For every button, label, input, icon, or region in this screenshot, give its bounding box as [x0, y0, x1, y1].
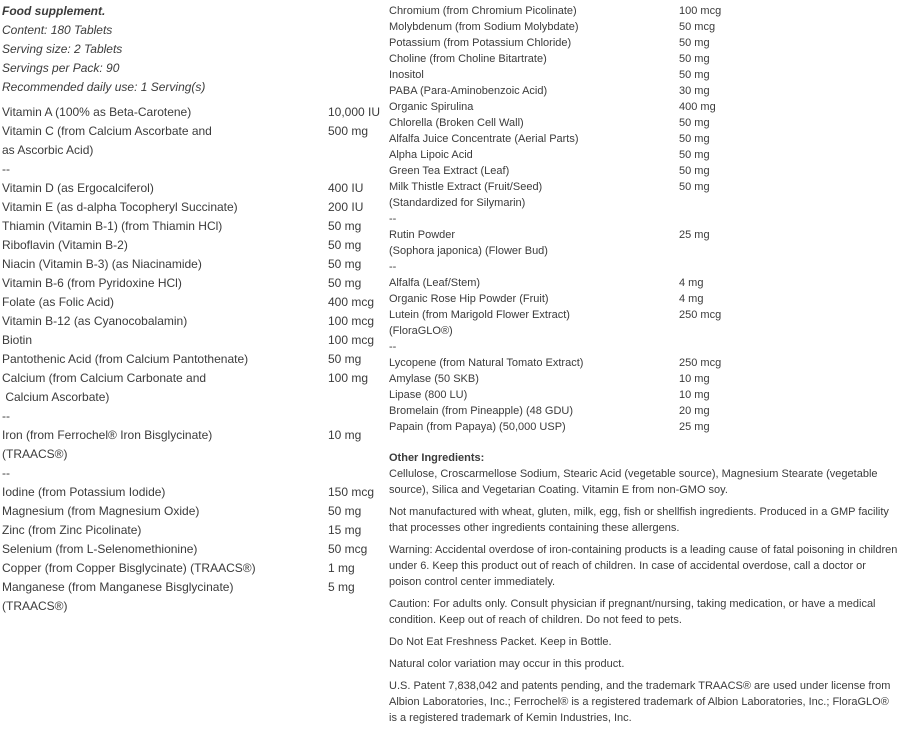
daily-use-line: Recommended daily use: 1 Serving(s): [2, 80, 206, 94]
ingredient-row: [2, 559, 386, 578]
ingredient-name: [2, 198, 328, 217]
ingredient-name-line: Vitamin B-12 (as Cyanocobalamin): [2, 314, 188, 328]
ingredient-name-line: --: [389, 341, 397, 353]
ingredient-name: [389, 163, 679, 179]
ingredient-amount: 50 mg: [328, 219, 362, 233]
ingredient-name: [389, 51, 679, 67]
label-header: [2, 2, 386, 97]
serving-size-line: Serving size: 2 Tablets: [2, 42, 123, 56]
ingredient-row: [2, 179, 386, 198]
ingredient-row: [389, 131, 898, 147]
ingredient-name: [2, 578, 328, 616]
ingredient-name: [2, 160, 328, 179]
ingredient-name: [2, 369, 328, 407]
ingredient-amount: 20 mg: [679, 405, 710, 417]
ingredient-amount: 50 mg: [679, 181, 710, 193]
ingredient-row: [389, 67, 898, 83]
ingredient-name: [2, 179, 328, 198]
ingredient-name-line: Vitamin A (100% as Beta-Carotene): [2, 105, 192, 119]
info-paragraphs: [389, 450, 898, 726]
ingredient-row: [2, 521, 386, 540]
ingredient-name: [389, 83, 679, 99]
ingredient-row: [389, 275, 898, 291]
ingredient-name-line: Zinc (from Zinc Picolinate): [2, 523, 142, 537]
ingredient-amount: 400 mg: [679, 101, 716, 113]
ingredient-name-line: Organic Rose Hip Powder (Fruit): [389, 293, 549, 305]
ingredient-name: [389, 19, 679, 35]
ingredient-row: [2, 331, 386, 350]
ingredient-row: [389, 35, 898, 51]
ingredient-name: [2, 274, 328, 293]
ingredient-name-line: --: [389, 213, 397, 225]
ingredient-amount: 50 mcg: [679, 21, 716, 33]
paragraph-text: Do Not Eat Freshness Packet. Keep in Bottle.: [389, 636, 612, 648]
ingredient-name: [389, 99, 679, 115]
right-column: [389, 3, 898, 732]
ingredient-row: [389, 355, 898, 371]
ingredient-row: [389, 83, 898, 99]
ingredient-amount: 50 mg: [328, 352, 362, 366]
ingredient-name-line: Lipase (800 LU): [389, 389, 468, 401]
ingredient-name: [389, 307, 679, 339]
ingredient-name-line: Green Tea Extract (Leaf): [389, 165, 510, 177]
ingredient-name-line: Chlorella (Broken Cell Wall): [389, 117, 524, 129]
ingredient-name-line: Inositol: [389, 69, 424, 81]
ingredient-name-line: Amylase (50 SKB): [389, 373, 479, 385]
ingredient-name-line: --: [2, 409, 10, 423]
ingredient-name-line: Alpha Lipoic Acid: [389, 149, 473, 161]
ingredient-name-line: Organic Spirulina: [389, 101, 474, 113]
ingredient-name-line: Calcium Ascorbate): [2, 390, 110, 404]
ingredient-row: [389, 179, 898, 211]
ingredient-row: [2, 502, 386, 521]
ingredient-name-line: Magnesium (from Magnesium Oxide): [2, 504, 200, 518]
ingredient-name: [2, 312, 328, 331]
ingredient-name: [2, 122, 328, 160]
ingredient-row: [389, 99, 898, 115]
ingredient-row: [2, 426, 386, 464]
ingredient-row: [2, 217, 386, 236]
ingredient-row: [2, 540, 386, 559]
ingredient-row: [2, 312, 386, 331]
ingredient-name-line: Pantothenic Acid (from Calcium Pantothenate): [2, 352, 249, 366]
ingredient-name: [2, 331, 328, 350]
ingredient-name-line: Manganese (from Manganese Bisglycinate): [2, 580, 234, 594]
ingredient-name-line: Rutin Powder: [389, 229, 456, 241]
ingredient-name: [389, 339, 679, 355]
ingredient-row: [389, 51, 898, 67]
ingredient-row: [2, 198, 386, 217]
ingredient-row: [389, 419, 898, 435]
ingredient-name: [389, 291, 679, 307]
ingredient-name-line: Lycopene (from Natural Tomato Extract): [389, 357, 584, 369]
ingredient-amount: 50 mg: [679, 37, 710, 49]
patent-trademark-note: [389, 678, 898, 726]
other-ingredients-paragraph: [389, 450, 898, 498]
ingredient-name: [2, 407, 328, 426]
paragraph-text: Caution: For adults only. Consult physician if pregnant/nursing, taking medication, or have a medical condition. Keep out of reach of children. Do not feed to pets.: [389, 598, 876, 626]
ingredient-name: [2, 521, 328, 540]
ingredient-name-line: Bromelain (from Pineapple) (48 GDU): [389, 405, 574, 417]
ingredient-row: [389, 163, 898, 179]
product-type-line: Food supplement.: [2, 4, 106, 18]
servings-per-pack-line: Servings per Pack: 90: [2, 61, 120, 75]
ingredient-amount: 50 mg: [679, 149, 710, 161]
paragraph-text: Natural color variation may occur in this product.: [389, 658, 625, 670]
ingredient-row: [2, 350, 386, 369]
ingredient-row: [389, 19, 898, 35]
ingredient-name-line: Iron (from Ferrochel® Iron Bisglycinate): [2, 428, 213, 442]
ingredient-amount: 50 mg: [679, 165, 710, 177]
ingredient-amount: 4 mg: [679, 277, 704, 289]
ingredient-amount: 50 mg: [328, 238, 362, 252]
ingredient-amount: 250 mcg: [679, 357, 722, 369]
ingredient-name: [389, 179, 679, 211]
ingredient-name-line: Vitamin D (as Ergocalciferol): [2, 181, 154, 195]
ingredient-amount: 1 mg: [328, 561, 355, 575]
ingredient-row: [389, 147, 898, 163]
paragraph-heading: Other Ingredients:: [389, 452, 485, 464]
ingredient-row: [2, 274, 386, 293]
left-column: [2, 2, 386, 616]
ingredient-row: [389, 115, 898, 131]
paragraph-text: Warning: Accidental overdose of iron-containing products is a leading cause of fatal poisoning in children under 6. Keep this product out of reach of children. In case of accidental overdose, call a doctor or poison control center immediately.: [389, 544, 898, 588]
ingredient-row: [2, 103, 386, 122]
ingredient-name-line: Chromium (from Chromium Picolinate): [389, 5, 577, 17]
ingredient-amount: 50 mg: [328, 276, 362, 290]
ingredient-name-line: Choline (from Choline Bitartrate): [389, 53, 547, 65]
ingredient-name: [2, 540, 328, 559]
ingredient-name-line: (Standardized for Silymarin): [389, 197, 526, 209]
ingredient-amount: 100 mcg: [328, 314, 375, 328]
ingredient-amount: 400 mcg: [328, 295, 375, 309]
caution-paragraph: [389, 596, 898, 628]
ingredient-name: [389, 147, 679, 163]
ingredient-row: [389, 307, 898, 339]
ingredient-amount: 50 mg: [679, 133, 710, 145]
ingredient-name: [389, 227, 679, 259]
ingredient-row: [2, 236, 386, 255]
ingredient-name: [389, 403, 679, 419]
ingredient-row: [389, 227, 898, 259]
separator-row: [389, 211, 898, 227]
ingredient-name: [389, 387, 679, 403]
ingredient-name-line: --: [2, 162, 10, 176]
ingredient-name-line: Vitamin E (as d-alpha Tocopheryl Succinate): [2, 200, 238, 214]
ingredient-name-line: Alfalfa Juice Concentrate (Aerial Parts): [389, 133, 579, 145]
ingredient-name-line: Copper (from Copper Bisglycinate) (TRAACS®): [2, 561, 256, 575]
ingredient-amount: 200 IU: [328, 200, 364, 214]
content-line: Content: 180 Tablets: [2, 23, 113, 37]
ingredient-table-right: [389, 3, 898, 435]
ingredient-name-line: PABA (Para-Aminobenzoic Acid): [389, 85, 548, 97]
allergen-paragraph: [389, 504, 898, 536]
ingredient-amount: 5 mg: [328, 580, 355, 594]
ingredient-row: [2, 255, 386, 274]
ingredient-name: [389, 355, 679, 371]
ingredient-name-line: Calcium (from Calcium Carbonate and: [2, 371, 207, 385]
ingredient-name-line: --: [2, 466, 10, 480]
ingredient-amount: 50 mg: [679, 69, 710, 81]
ingredient-name: [389, 35, 679, 51]
ingredient-name-line: Biotin: [2, 333, 33, 347]
ingredient-name-line: Potassium (from Potassium Chloride): [389, 37, 572, 49]
ingredient-name: [389, 211, 679, 227]
ingredient-name: [389, 419, 679, 435]
ingredient-name-line: Milk Thistle Extract (Fruit/Seed): [389, 181, 543, 193]
ingredient-amount: 50 mg: [328, 257, 362, 271]
ingredient-row: [2, 369, 386, 407]
ingredient-amount: 10 mg: [679, 389, 710, 401]
ingredient-row: [2, 122, 386, 160]
ingredient-name-line: Folate (as Folic Acid): [2, 295, 115, 309]
ingredient-row: [389, 403, 898, 419]
ingredient-name: [389, 67, 679, 83]
ingredient-amount: 400 IU: [328, 181, 364, 195]
ingredient-row: [389, 291, 898, 307]
ingredient-amount: 50 mg: [328, 504, 362, 518]
ingredient-name: [2, 426, 328, 464]
ingredient-row: [2, 293, 386, 312]
ingredient-row: [2, 483, 386, 502]
ingredient-amount: 10 mg: [679, 373, 710, 385]
ingredient-amount: 500 mg: [328, 124, 369, 138]
ingredient-name: [2, 350, 328, 369]
ingredient-name: [2, 293, 328, 312]
ingredient-name-line: Papain (from Papaya) (50,000 USP): [389, 421, 566, 433]
color-variation-note: [389, 656, 898, 672]
ingredient-name-line: Thiamin (Vitamin B-1) (from Thiamin HCl): [2, 219, 223, 233]
paragraph-text: Cellulose, Croscarmellose Sodium, Stearic Acid (vegetable source), Magnesium Stearate (vegetable source), Silica and Vegetarian Coating. Vitamin E from non-GMO soy.: [389, 468, 878, 496]
ingredient-amount: 15 mg: [328, 523, 362, 537]
ingredient-amount: 25 mg: [679, 229, 710, 241]
ingredient-row: [389, 371, 898, 387]
ingredient-amount: 30 mg: [679, 85, 710, 97]
ingredient-name-line: as Ascorbic Acid): [2, 143, 94, 157]
ingredient-name-line: (Sophora japonica) (Flower Bud): [389, 245, 548, 257]
paragraph-text: U.S. Patent 7,838,042 and patents pending, and the trademark TRAACS® are used under license from Albion Laboratories, Inc.; Ferrochel® is a registered trademark of Albion Laboratories, Inc.; FloraGLO® is a registered trademark of Kemin Industries, Inc.: [389, 680, 891, 724]
ingredient-name-line: Riboflavin (Vitamin B-2): [2, 238, 128, 252]
ingredient-name: [389, 259, 679, 275]
ingredient-name: [2, 236, 328, 255]
ingredient-name: [389, 275, 679, 291]
separator-row: [389, 259, 898, 275]
ingredient-name-line: Vitamin B-6 (from Pyridoxine HCl): [2, 276, 182, 290]
ingredient-amount: 50 mg: [679, 53, 710, 65]
paragraph-text: Not manufactured with wheat, gluten, milk, egg, fish or shellfish ingredients. Produced in a GMP facility that processes other ingredients containing these allergens.: [389, 506, 889, 534]
ingredient-name-line: Iodine (from Potassium Iodide): [2, 485, 166, 499]
ingredient-name: [2, 559, 328, 578]
ingredient-name-line: (TRAACS®): [2, 447, 68, 461]
ingredient-amount: 100 mcg: [328, 333, 375, 347]
ingredient-name-line: Selenium (from L-Selenomethionine): [2, 542, 198, 556]
ingredient-amount: 50 mcg: [328, 542, 368, 556]
ingredient-name-line: Niacin (Vitamin B-3) (as Niacinamide): [2, 257, 202, 271]
ingredient-amount: 50 mg: [679, 117, 710, 129]
separator-row: [2, 464, 386, 483]
ingredient-name-line: (TRAACS®): [2, 599, 68, 613]
warning-paragraph: [389, 542, 898, 590]
ingredient-name-line: Lutein (from Marigold Flower Extract): [389, 309, 570, 321]
ingredient-amount: 150 mcg: [328, 485, 375, 499]
ingredient-row: [389, 387, 898, 403]
ingredient-name-line: (FloraGLO®): [389, 325, 453, 337]
ingredient-table-left: [2, 103, 386, 616]
ingredient-name: [389, 115, 679, 131]
freshness-packet-note: [389, 634, 898, 650]
ingredient-name: [389, 131, 679, 147]
ingredient-name-line: Vitamin C (from Calcium Ascorbate and: [2, 124, 212, 138]
ingredient-name: [2, 103, 328, 122]
ingredient-name-line: Alfalfa (Leaf/Stem): [389, 277, 481, 289]
ingredient-row: [389, 3, 898, 19]
ingredient-amount: 10 mg: [328, 428, 362, 442]
ingredient-row: [2, 578, 386, 616]
ingredient-name: [2, 464, 328, 483]
ingredient-amount: 100 mcg: [679, 5, 722, 17]
ingredient-amount: 100 mg: [328, 371, 369, 385]
ingredient-name: [2, 502, 328, 521]
separator-row: [2, 160, 386, 179]
ingredient-amount: 4 mg: [679, 293, 704, 305]
ingredient-name: [389, 371, 679, 387]
ingredient-name: [2, 483, 328, 502]
ingredient-name-line: Molybdenum (from Sodium Molybdate): [389, 21, 579, 33]
ingredient-name: [389, 3, 679, 19]
ingredient-name-line: --: [389, 261, 397, 273]
ingredient-name: [2, 255, 328, 274]
separator-row: [2, 407, 386, 426]
ingredient-amount: 25 mg: [679, 421, 710, 433]
separator-row: [389, 339, 898, 355]
ingredient-amount: 10,000 IU: [328, 105, 381, 119]
ingredient-amount: 250 mcg: [679, 309, 722, 321]
ingredient-name: [2, 217, 328, 236]
